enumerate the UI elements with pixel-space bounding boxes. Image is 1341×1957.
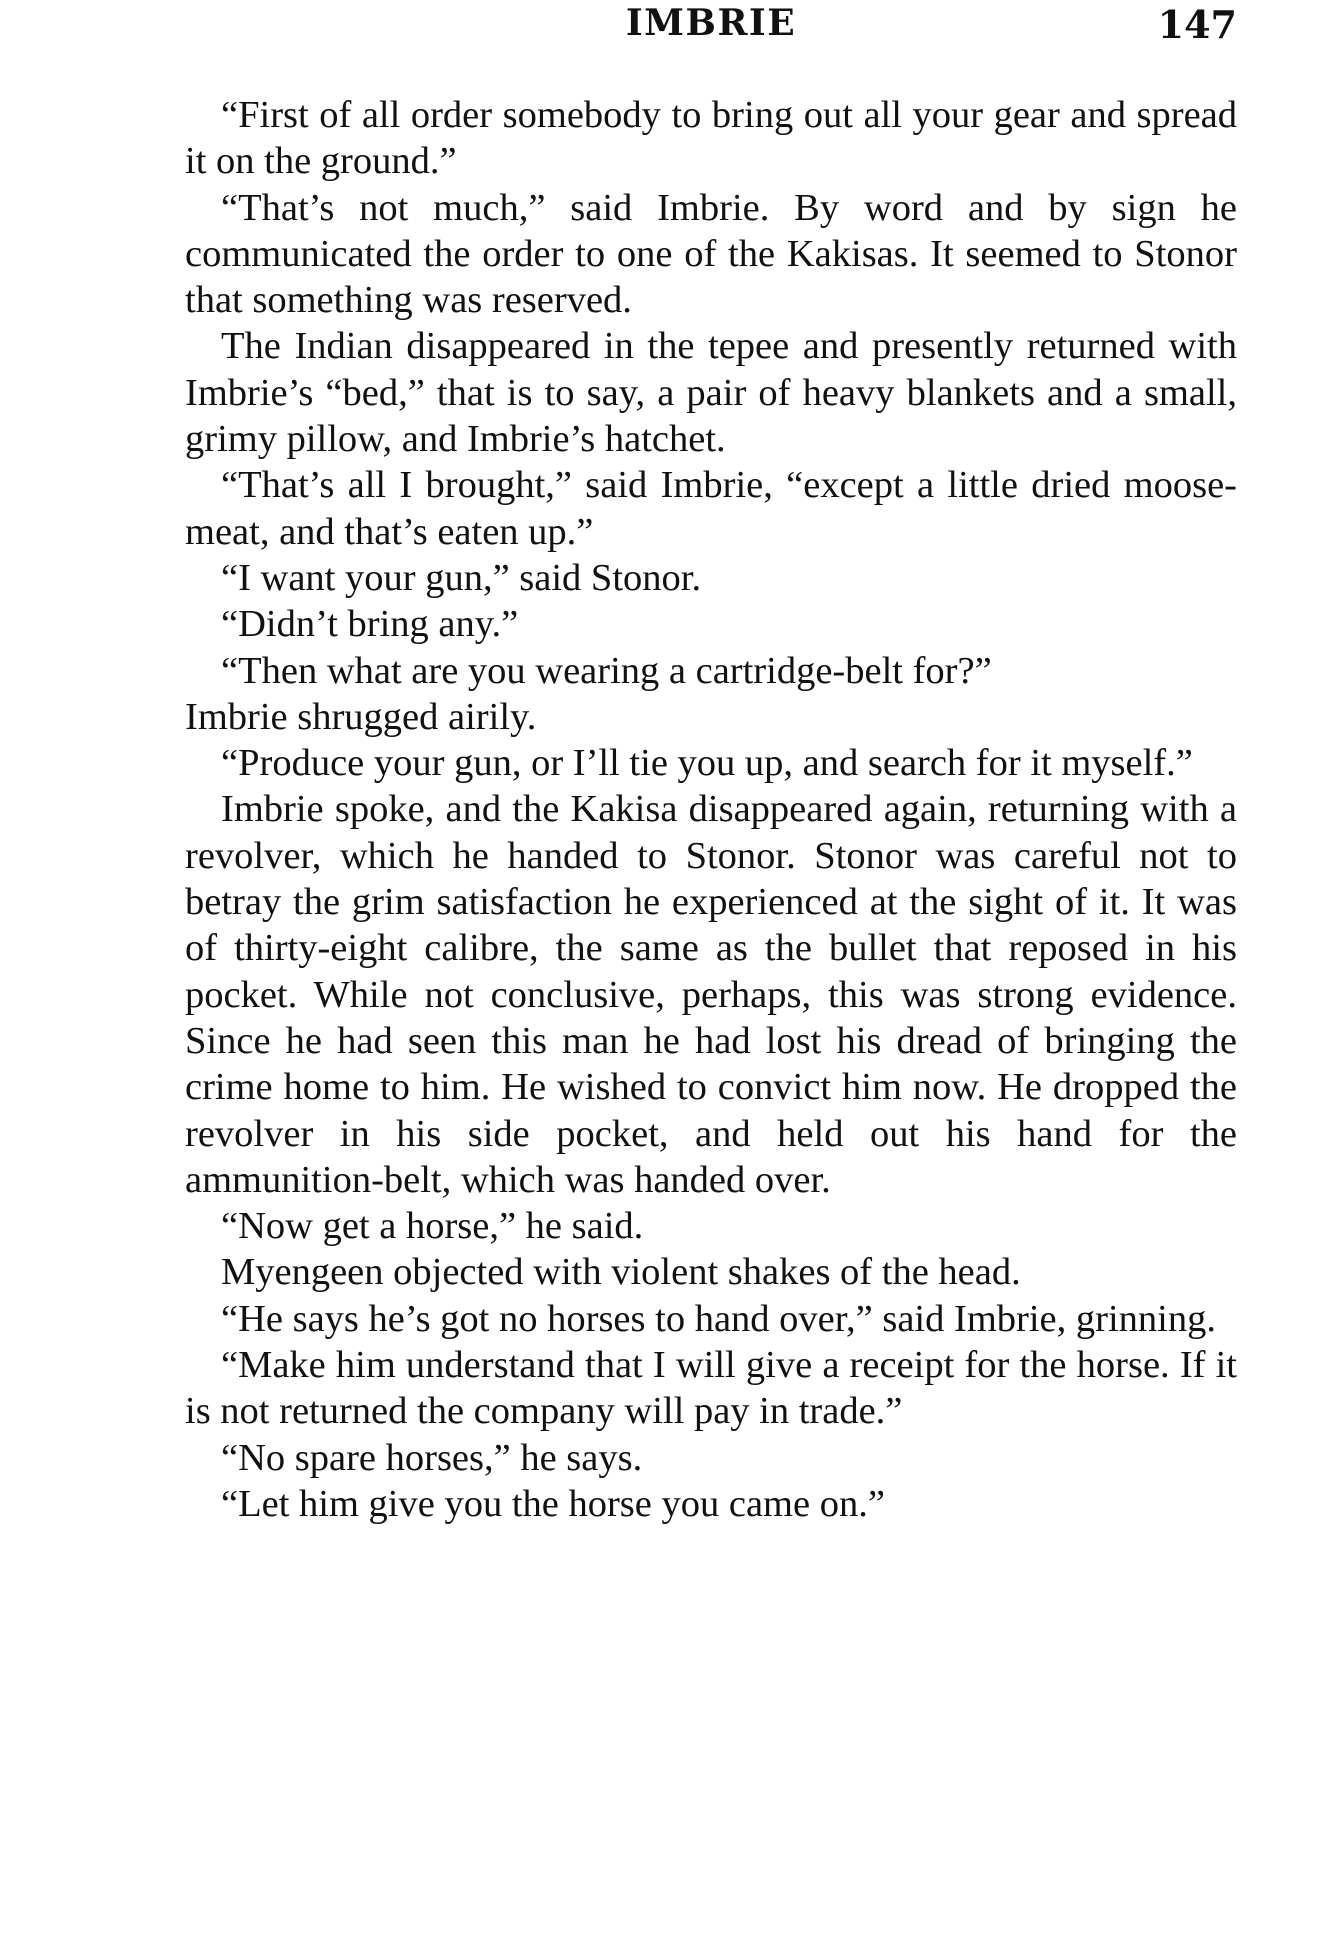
paragraph: “He says he’s got no horses to hand over,” said Imbrie, grinning.: [221, 1297, 1216, 1340]
paragraph: “First of all order somebody to bring out all your gear and spread it on the ground.”: [185, 94, 1237, 183]
paragraph: Imbrie spoke, and the Kakisa disappeared again, returning with a revolver, which he handed to Stonor. Stonor was careful not to betray the grim satisfaction he experienced at the sight of it. It was of thirty-eight calibre, the same as the bullet that reposed in his pocket. While not conclusive, perhaps, this was strong evidence. Since he had seen this man he had lost his dread of bringing the crime home to him. He wished to convict him now. He dropped the revolver in his side pocket, and held out his hand for the ammunition-belt, which was handed over.: [185, 788, 1237, 1201]
paragraph: “Now get a horse,” he said.: [221, 1205, 644, 1248]
paragraph: “Didn’t bring any.”: [221, 603, 519, 646]
paragraph: “That’s all I brought,” said Imbrie, “except a little dried moose-meat, and that’s eaten up.”: [185, 464, 1237, 553]
running-head: [185, 0, 1237, 50]
paragraph: “No spare horses,” he says.: [221, 1436, 643, 1479]
running-title: IMBRIE: [625, 2, 797, 44]
paragraph: “I want your gun,” said Stonor.: [221, 556, 702, 599]
paragraph: “Then what are you wearing a cartridge-belt for?”: [221, 649, 992, 692]
paragraph: The Indian disappeared in the tepee and presently returned with Imbrie’s “bed,” that is to say, a pair of heavy blankets and a small, grimy pillow, and Imbrie’s hatchet.: [185, 325, 1237, 461]
paragraph: Imbrie shrugged airily.: [185, 695, 537, 738]
paragraph: “That’s not much,” said Imbrie. By word and by sign he communicated the order to one of the Kakisas. It seemed to Stonor that something was reserved.: [185, 186, 1237, 322]
body-text: [185, 92, 1237, 1527]
paragraph: Myengeen objected with violent shakes of the head.: [221, 1251, 1021, 1294]
paragraph: “Let him give you the horse you came on.”: [221, 1482, 885, 1525]
page-number: 147: [1157, 2, 1237, 47]
paragraph: “Make him understand that I will give a receipt for the horse. If it is not returned the company will pay in trade.”: [185, 1344, 1237, 1433]
paragraph: “Produce your gun, or I’ll tie you up, and search for it myself.”: [221, 742, 1193, 785]
